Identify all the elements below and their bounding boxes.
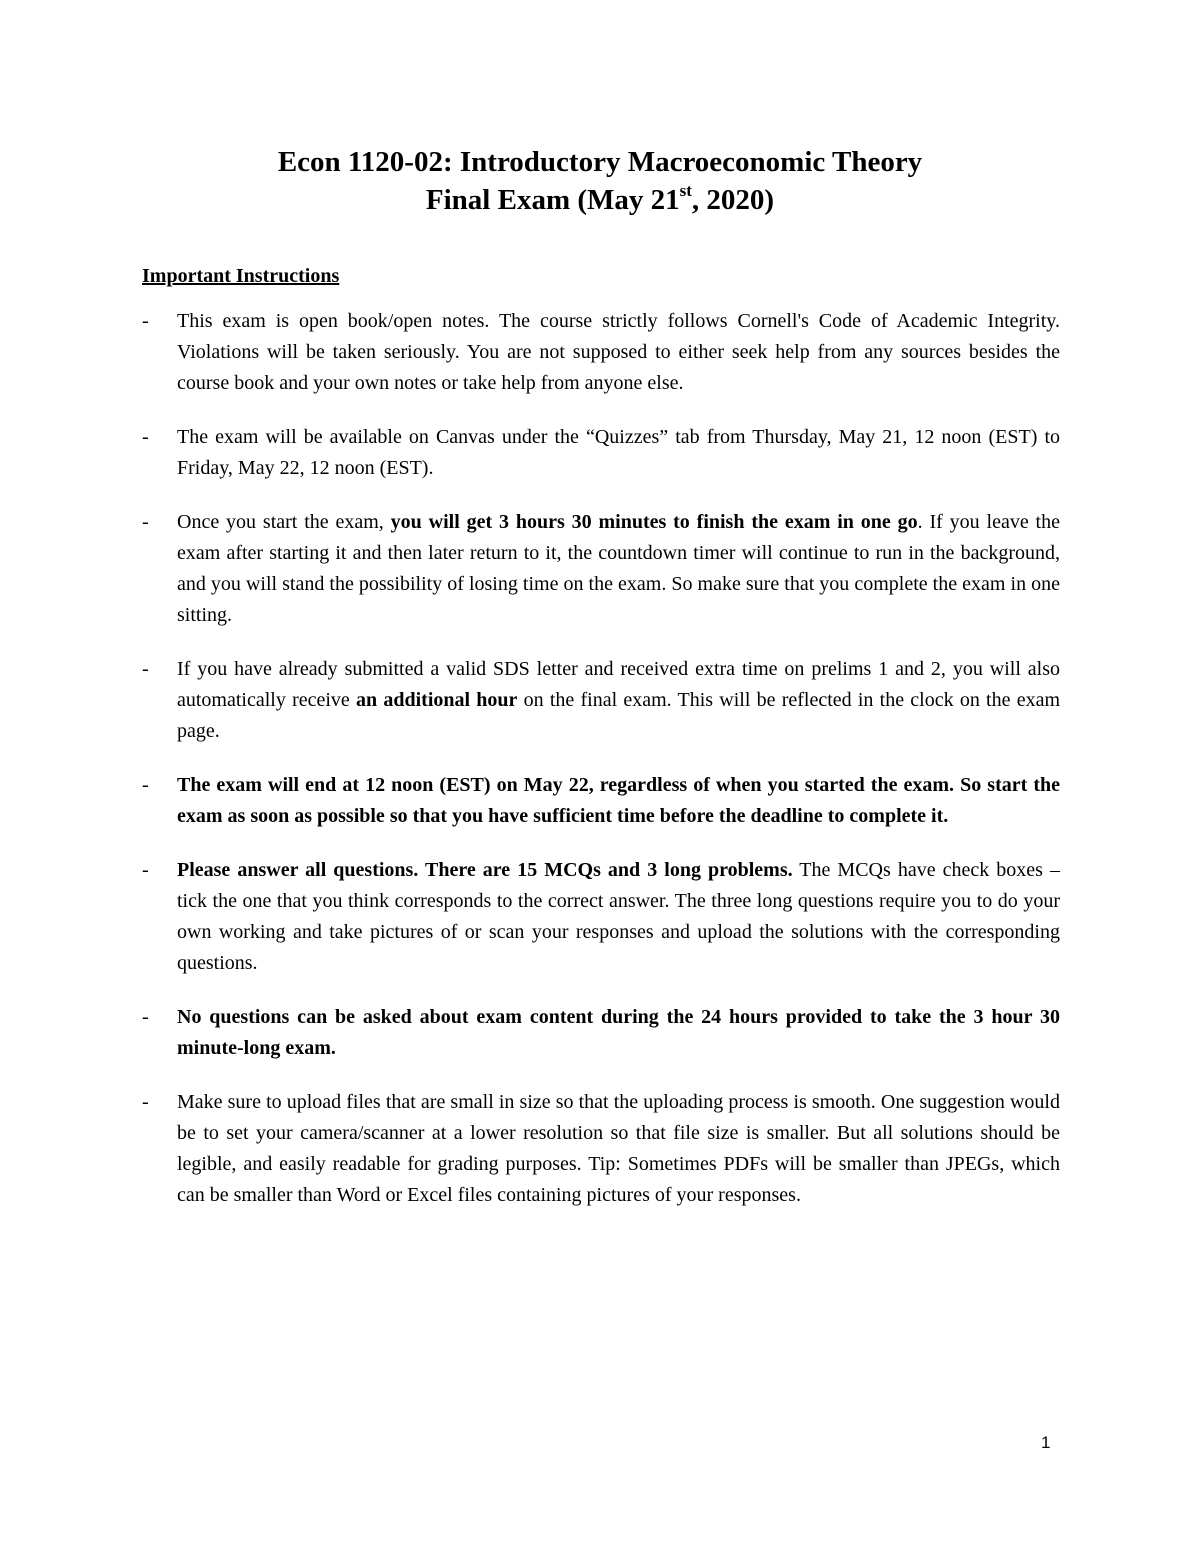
bullet-dash: - [142, 426, 149, 448]
exam-title [0, 181, 1200, 219]
instruction-text: Once you start the exam, [177, 511, 391, 533]
exam-title-text: Final Exam (May 21 [425, 184, 680, 216]
instruction-text: This exam is open book/open notes. The course strictly follows Cornell's Code of Academic Integrity. Violations will be taken seriously. You are not supposed to either seek help from any sources besides the course book and your own notes or take help from anyone else. [177, 310, 1060, 394]
instruction-item [142, 770, 1060, 832]
instruction-text: The MCQs have check boxes – tick the one that you think corresponds to the correct answer. The three long questions require you to do your own working and take pictures of or scan your responses and upload the solutions with the corresponding questions. [177, 859, 1060, 974]
instruction-item [142, 1002, 1060, 1064]
exam-title-ordinal: st [679, 181, 692, 201]
instruction-item [142, 654, 1060, 747]
bullet-dash: - [142, 859, 149, 881]
instruction-text: Make sure to upload files that are small in size so that the uploading process is smooth. One suggestion would be to set your camera/scanner at a lower resolution so that file size is smaller. But all solutions should be legible, and easily readable for grading purposes. Tip: Sometimes PDFs will be smaller than JPEGs, which can be smaller than Word or Excel files containing pictures of your responses. [177, 1091, 1060, 1206]
instruction-item [142, 422, 1060, 484]
course-title: Econ 1120-02: Introductory Macroeconomic Theory [277, 146, 923, 178]
instruction-text-bold: No questions can be asked about exam content during the 24 hours provided to take the 3 hour 30 minute-long exam. [177, 1006, 1060, 1059]
instruction-text-bold: Please answer all questions. There are 15 MCQs and 3 long problems. [177, 859, 793, 881]
bullet-dash: - [142, 511, 149, 533]
exam-title-year: , 2020) [691, 184, 775, 216]
bullet-dash: - [142, 1006, 149, 1028]
instruction-item [142, 1087, 1060, 1211]
instruction-item [142, 306, 1060, 399]
bullet-dash: - [142, 658, 149, 680]
instruction-item [142, 507, 1060, 631]
bullet-dash: - [142, 310, 149, 332]
document-title [0, 143, 1200, 219]
instruction-text-bold: you will get 3 hours 30 minutes to finish the exam in one go [390, 511, 918, 533]
instruction-text: If you have already submitted a valid SDS letter and received extra time on prelims 1 and 2, you will also automatically receive [177, 658, 1060, 711]
bullet-dash: - [142, 1091, 149, 1113]
bullet-dash: - [142, 774, 149, 796]
instruction-text-bold: an additional hour [356, 689, 518, 711]
instructions-list [142, 306, 1060, 1234]
instruction-text: The exam will be available on Canvas under the “Quizzes” tab from Thursday, May 21, 12 noon (EST) to Friday, May 22, 12 noon (EST). [177, 426, 1060, 479]
instruction-text: . If you leave the exam after starting it and then later return to it, the countdown timer will continue to run in the background, and you will stand the possibility of losing time on the exam. So make sure that you complete the exam in one sitting. [177, 511, 1060, 626]
instruction-item [142, 855, 1060, 979]
instruction-text-bold: The exam will end at 12 noon (EST) on May 22, regardless of when you started the exam. So start the exam as soon as possible so that you have sufficient time before the deadline to complete it. [177, 774, 1060, 827]
instructions-heading: Important Instructions [142, 265, 340, 287]
page-number: 1 [1041, 1433, 1051, 1452]
instruction-text: on the final exam. This will be reflected in the clock on the exam page. [177, 689, 1060, 742]
